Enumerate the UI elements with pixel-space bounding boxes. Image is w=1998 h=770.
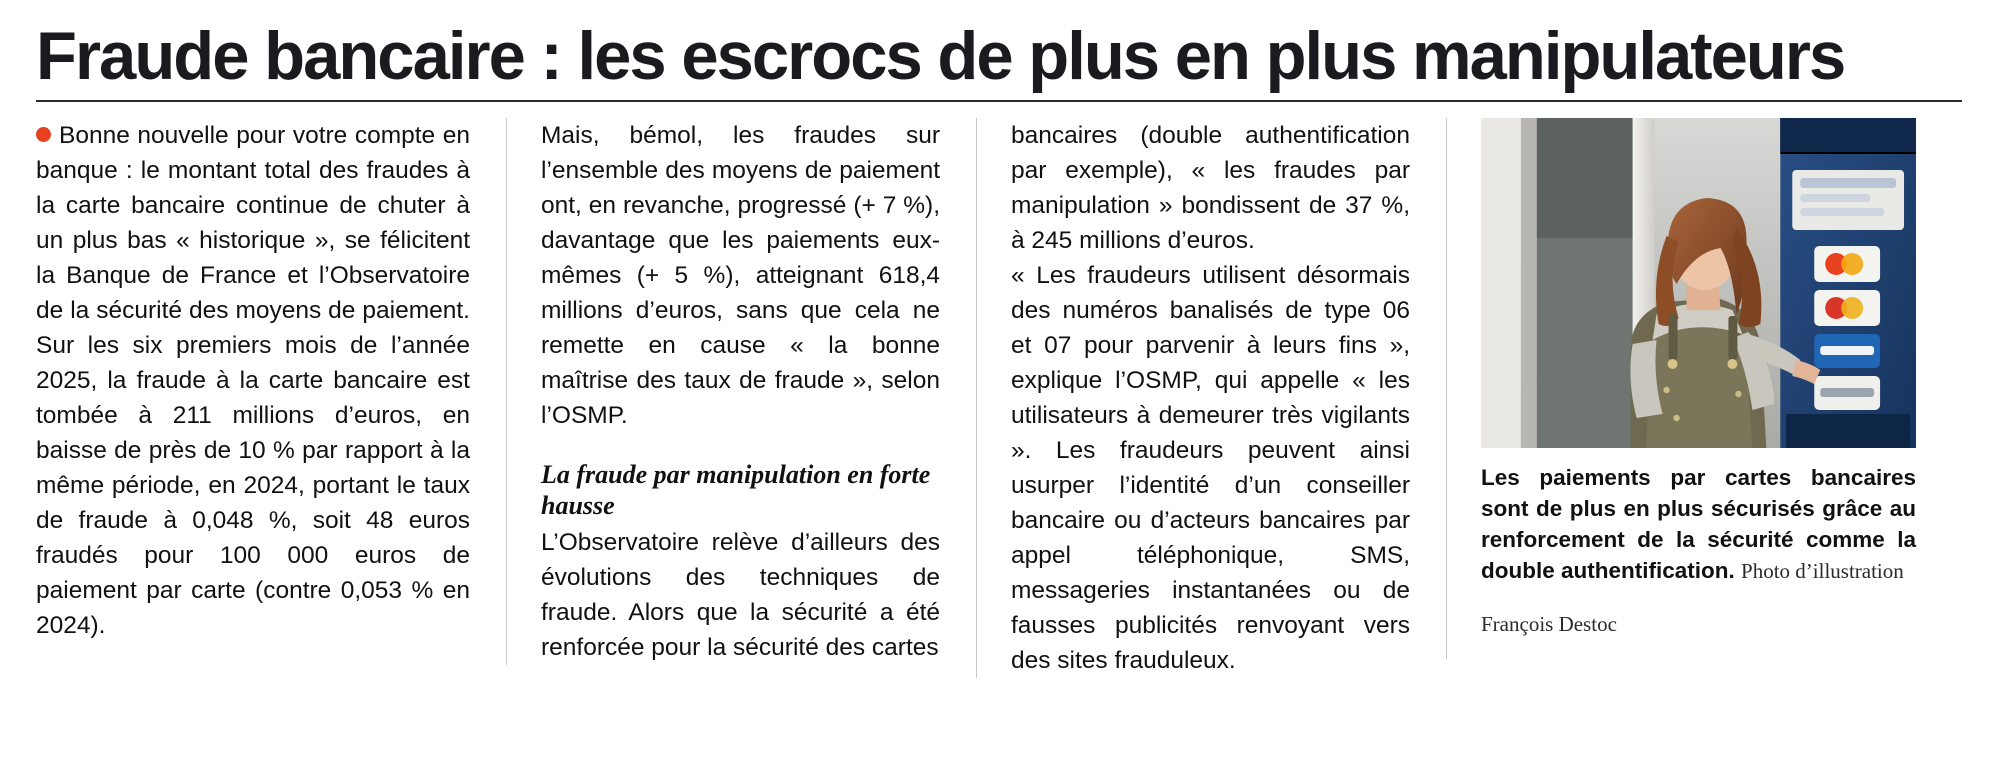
photo-credit-name: François Destoc: [1481, 611, 1617, 636]
photo-caption: [1481, 462, 1916, 587]
bullet-icon: [36, 127, 51, 142]
lead-paragraph: [36, 118, 470, 643]
article-columns: [36, 118, 1962, 678]
column3-paragraph-1: bancaires (double authentification par exemple), « les fraudes par manipulation » bondissent de 37 %, à 245 millions d’euros.: [1011, 122, 1410, 254]
photo-credit-label: Photo d’illustration: [1741, 559, 1904, 583]
header-divider: [36, 100, 1962, 102]
article-column-2: [506, 118, 976, 665]
article-column-3: [976, 118, 1446, 678]
column2-paragraph-2: L’Observatoire relève d’ailleurs des évolutions des techniques de fraude. Alors que la sécurité a été renforcée pour la sécurité des cartes: [541, 529, 940, 661]
lead-paragraph-text: Bonne nouvelle pour votre compte en banque : le montant total des fraudes à la carte bancaire continue de chuter à un plus bas « historique », se félicitent la Banque de France et l’Observatoire de la sécurité des moyens de paiement. Sur les six premiers mois de l’année 2025, la fraude à la carte bancaire est tombée à 211 millions d’euros, en baisse de près de 10 % par rapport à la même période, en 2024, portant le taux de fraude à 0,048 %, soit 48 euros fraudés pour 100 000 euros de paiement par carte (contre 0,053 % en 2024).: [36, 122, 470, 639]
page-title: Fraude bancaire : les escrocs de plus en plus manipulateurs: [36, 18, 1845, 94]
article-photo: [1481, 118, 1916, 448]
column2-paragraph-1: Mais, bémol, les fraudes sur l’ensemble des moyens de paiement ont, en revanche, progressé (+ 7 %), davantage que les paiements eux-mêmes (+ 5 %), atteignant 618,4 millions d’euros, sans que cela ne remette en cause « la bonne maîtrise des taux de fraude », selon l’OSMP.: [541, 122, 940, 429]
section-subheading: La fraude par manipulation en forte hausse: [541, 460, 931, 520]
article-column-1: [36, 118, 506, 643]
photo-caption-text: Les paiements par cartes bancaires sont de plus en plus sécurisés grâce au renforcement de la sécurité comme la double authentification.: [1481, 465, 1916, 583]
article-photo-column: [1446, 118, 1916, 659]
column3-paragraph-2: « Les fraudeurs utilisent désormais des numéros banalisés de type 06 et 07 pour parvenir à leurs fins », explique l’OSMP, qui appelle « les utilisateurs à demeurer très vigilants ». Les fraudeurs peuvent ainsi usurper l’identité d’un conseiller bancaire ou d’acteurs bancaires par appel téléphonique, SMS, messageries instantanées ou de fausses publicités renvoyant vers des sites frauduleux.: [1011, 262, 1410, 674]
